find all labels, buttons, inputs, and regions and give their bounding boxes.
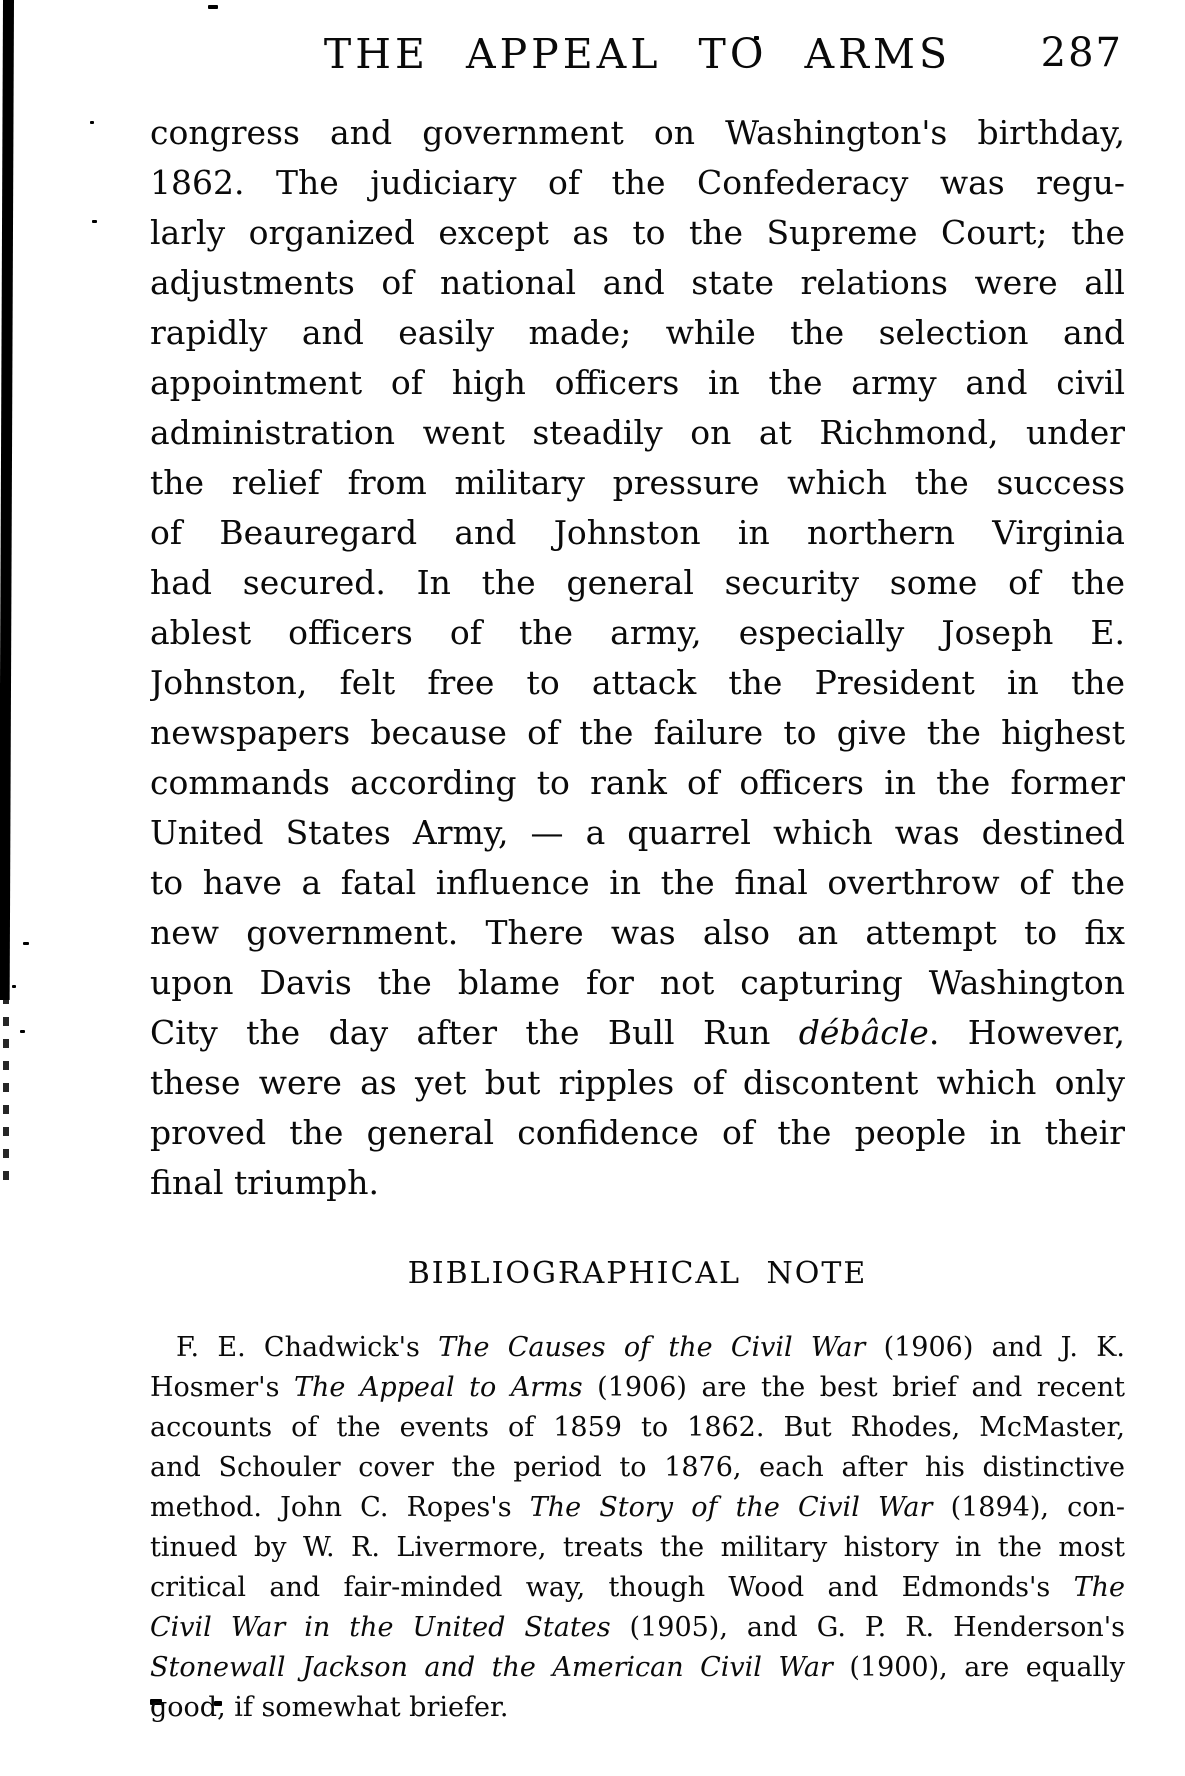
text-line xyxy=(150,808,1125,858)
italic-text-segment: The Story of the Civil War xyxy=(529,1492,933,1523)
text-line xyxy=(150,1568,1125,1608)
text-line xyxy=(150,258,1125,308)
text-segment: to have a fatal influence in the final overthrow of the xyxy=(150,863,1125,902)
text-segment: City the day after the Bull Run xyxy=(150,1013,799,1052)
text-line xyxy=(150,758,1125,808)
italic-text-segment: débâcle xyxy=(798,1013,929,1052)
text-line xyxy=(150,1108,1125,1158)
text-segment: newspapers because of the failure to give the highest xyxy=(150,713,1125,752)
text-line xyxy=(150,1008,1125,1058)
text-line xyxy=(150,1058,1125,1108)
text-segment: commands according to rank of officers in the former xyxy=(150,763,1125,802)
text-segment: adjustments of national and state relations were all xyxy=(150,263,1125,302)
italic-text-segment: The Appeal to Arms xyxy=(293,1372,583,1403)
text-line xyxy=(150,1528,1125,1568)
text-line xyxy=(150,508,1125,558)
text-line xyxy=(150,1368,1125,1408)
scan-speck xyxy=(208,5,218,9)
text-line xyxy=(150,1488,1125,1528)
text-segment: (1900), are equally xyxy=(832,1652,1125,1683)
running-head xyxy=(150,30,1125,82)
italic-text-segment: The Causes of the Civil War xyxy=(438,1332,866,1363)
text-line xyxy=(150,358,1125,408)
text-segment: good, if somewhat briefer. xyxy=(150,1692,509,1723)
text-line xyxy=(150,708,1125,758)
text-line xyxy=(150,158,1125,208)
text-line xyxy=(150,1158,1125,1208)
text-line xyxy=(150,608,1125,658)
text-line xyxy=(150,1408,1125,1448)
text-segment: of Beauregard and Johnston in northern Virginia xyxy=(150,513,1125,552)
text-line xyxy=(150,208,1125,258)
text-segment: (1905), and G. P. R. Henderson's xyxy=(610,1612,1125,1643)
text-segment: Johnston, felt free to attack the President in the xyxy=(150,663,1125,702)
text-line xyxy=(150,858,1125,908)
text-segment: final triumph. xyxy=(150,1163,379,1202)
text-line xyxy=(150,658,1125,708)
text-segment: new government. There was also an attempt to fix xyxy=(150,913,1125,952)
text-segment: accounts of the events of 1859 to 1862. But Rhodes, McMaster, xyxy=(150,1412,1125,1443)
text-segment: appointment of high officers in the army and civil xyxy=(150,363,1125,402)
text-segment: ablest officers of the army, especially Joseph E. xyxy=(150,613,1125,652)
page-number: 287 xyxy=(1040,30,1123,76)
scan-speck xyxy=(90,121,94,124)
text-line xyxy=(150,1648,1125,1688)
text-line xyxy=(150,1448,1125,1488)
scan-speck xyxy=(12,985,16,988)
scan-speck xyxy=(23,942,29,945)
text-segment: method. John C. Ropes's xyxy=(150,1492,530,1523)
scan-speck xyxy=(92,220,97,223)
scan-gutter-shadow xyxy=(0,0,14,1000)
text-line xyxy=(150,458,1125,508)
text-line xyxy=(150,308,1125,358)
scan-speck xyxy=(20,1030,25,1033)
text-line xyxy=(150,1328,1125,1368)
text-line xyxy=(150,1608,1125,1648)
text-segment: (1906) and J. K. xyxy=(865,1332,1125,1363)
italic-text-segment: Stonewall Jackson and the American Civil War xyxy=(150,1652,833,1683)
text-line xyxy=(150,408,1125,458)
bibliographical-note-paragraph xyxy=(150,1328,1125,1728)
bibliographical-note-heading: BIBLIOGRAPHICAL NOTE xyxy=(407,1256,868,1291)
text-segment: . However, xyxy=(928,1013,1125,1052)
text-segment: United States Army, — a quarrel which was destined xyxy=(150,813,1125,852)
text-line xyxy=(150,108,1125,158)
text-segment: tinued by W. R. Livermore, treats the military history in the most xyxy=(150,1532,1125,1563)
text-segment: critical and fair-minded way, though Wood and Edmonds's xyxy=(150,1572,1074,1603)
text-segment: upon Davis the blame for not capturing Washington xyxy=(150,963,1125,1002)
text-segment: Hosmer's xyxy=(150,1372,294,1403)
text-segment: these were as yet but ripples of discontent which only xyxy=(150,1063,1125,1102)
text-line xyxy=(150,958,1125,1008)
text-segment: had secured. In the general security some of the xyxy=(150,563,1125,602)
text-segment: proved the general confidence of the people in their xyxy=(150,1113,1125,1152)
text-segment: 1862. The judiciary of the Confederacy was regu- xyxy=(150,163,1125,202)
text-line xyxy=(150,1688,1125,1728)
scan-gutter-shadow-tail xyxy=(3,995,9,1180)
text-segment: (1906) are the best brief and recent xyxy=(582,1372,1125,1403)
page-title: THE APPEAL TO ARMS xyxy=(323,30,952,78)
text-segment: administration went steadily on at Richmond, under xyxy=(150,413,1125,452)
text-segment: (1894), con- xyxy=(932,1492,1125,1523)
text-segment: F. E. Chadwick's xyxy=(176,1332,439,1363)
text-segment: the relief from military pressure which the success xyxy=(150,463,1125,502)
italic-text-segment: Civil War in the United States xyxy=(150,1612,611,1643)
text-line xyxy=(150,558,1125,608)
text-segment: and Schouler cover the period to 1876, each after his distinctive xyxy=(150,1452,1125,1483)
text-line xyxy=(150,908,1125,958)
body-paragraph xyxy=(150,108,1125,1208)
text-segment: rapidly and easily made; while the selection and xyxy=(150,313,1125,352)
italic-text-segment: The xyxy=(1073,1572,1125,1603)
text-segment: congress and government on Washington's birthday, xyxy=(150,113,1125,152)
text-segment: larly organized except as to the Supreme Court; the xyxy=(150,213,1125,252)
